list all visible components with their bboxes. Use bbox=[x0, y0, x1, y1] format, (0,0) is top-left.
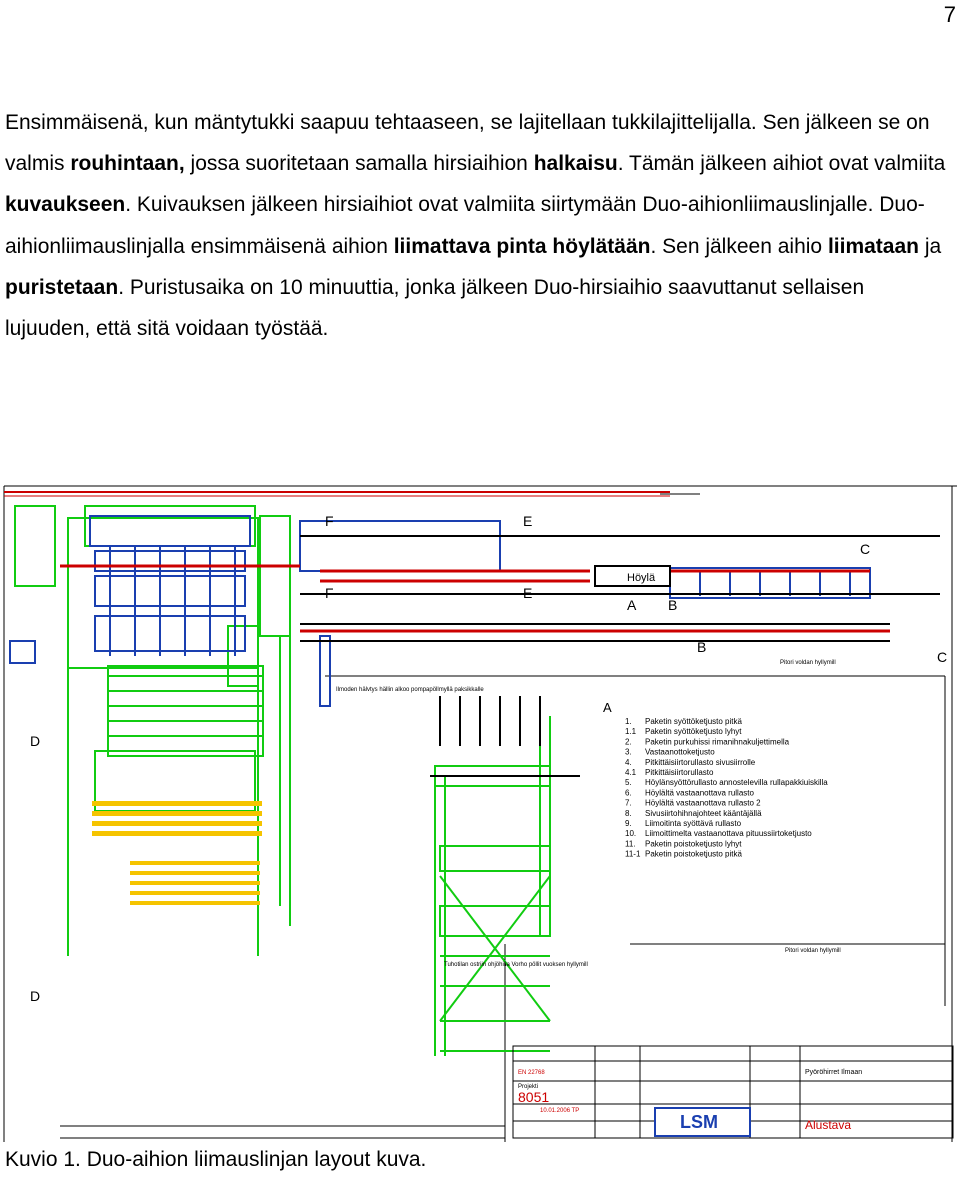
title-block bbox=[60, 1046, 953, 1138]
legend-title: A bbox=[603, 700, 612, 715]
legend-number: 6. bbox=[625, 788, 632, 798]
legend-text: Liimoittimelta vastaanottava pituussiirtoketjusto bbox=[645, 829, 812, 839]
legend-text: Vastaanottoketjusto bbox=[645, 747, 715, 757]
legend-text: Liimoitinta syöttävä rullasto bbox=[645, 819, 742, 828]
legend-text: Paketin poistoketjusto pitkä bbox=[645, 849, 742, 859]
project-label: Projekti bbox=[518, 1084, 539, 1090]
eln-code: EN 22768 bbox=[518, 1070, 545, 1076]
bold-term: rouhintaan, bbox=[70, 152, 185, 176]
legend-number: 9. bbox=[625, 819, 632, 828]
legend-number: 4. bbox=[625, 757, 632, 767]
legend-number: 3. bbox=[625, 747, 632, 757]
section-label-b2: B bbox=[697, 639, 707, 655]
section-label-b: B bbox=[668, 597, 678, 613]
legend-number: 1. bbox=[625, 717, 632, 726]
legend-text: Paketin syöttöketjusto pitkä bbox=[645, 717, 742, 726]
hyllymill-label: Pitori voldan hyllymill bbox=[780, 660, 836, 666]
bold-term: kuvaukseen bbox=[5, 193, 126, 217]
yellow-stacks bbox=[92, 801, 262, 905]
status-text: Alustava bbox=[805, 1118, 852, 1132]
legend-text: Paketin purkuhissi rimanihnakuljettimella bbox=[645, 737, 790, 747]
bold-term: liimattava pinta höylätään bbox=[393, 234, 651, 258]
text-run: jossa suoritetaan samalla hirsiaihion bbox=[184, 152, 534, 176]
legend-number: 11. bbox=[625, 839, 636, 849]
section-label-a: A bbox=[627, 597, 637, 613]
legend-number: 1.1 bbox=[625, 727, 637, 737]
legend-text: Pitkittäisiirtorullasto sivusiirrolle bbox=[645, 757, 756, 767]
section-label-f: F bbox=[325, 513, 334, 529]
legend-text: Paketin syöttöketjusto lyhyt bbox=[645, 727, 742, 737]
section-label-c2: C bbox=[937, 649, 948, 665]
note-text: Ilmoden hälvtys hällin alkoo pompapöllmyllä paksikkalle bbox=[336, 687, 484, 693]
section-label-d: D bbox=[30, 733, 41, 749]
bottom-note: Tuhotilan ostriin ohjöhilla Vorho pöllit vuoksen hyllymill bbox=[444, 962, 588, 968]
legend-number: 4.1 bbox=[625, 768, 637, 777]
legend-number: 10. bbox=[625, 829, 637, 839]
text-run: . Sen jälkeen aihio bbox=[650, 234, 828, 258]
page-number: 7 bbox=[943, 2, 956, 27]
layout-drawing bbox=[0, 476, 960, 1142]
legend-text: Sivusiirtohihnajohteet kääntäjällä bbox=[645, 808, 762, 818]
legend-number: 11-1 bbox=[625, 849, 641, 859]
legend-text: Höylänsyöttörullasto annostelevilla rullapakkiuiskilla bbox=[645, 778, 828, 788]
blue-machinery bbox=[10, 516, 870, 706]
hyllymill-label-2: Pitori voldan hyllymill bbox=[785, 948, 841, 954]
bold-term: halkaisu bbox=[533, 152, 618, 176]
text-run: . Tämän jälkeen aihiot ovat valmiita bbox=[617, 152, 946, 176]
section-label-e2: E bbox=[523, 585, 533, 601]
body-paragraph bbox=[5, 102, 955, 349]
bold-term: liimataan bbox=[827, 234, 919, 258]
legend-text: Höylältä vastaanottava rullasto 2 bbox=[645, 798, 761, 808]
company-logo: LSM bbox=[680, 1112, 718, 1132]
legend-number: 2. bbox=[625, 737, 632, 747]
section-label-c: C bbox=[860, 541, 871, 557]
text-run: Ensimmäisenä, kun mäntytukki saapuu tehtaaseen, se lajitellaan tukkilajittelijalla. Sen jälkeen se on valmis bbox=[5, 111, 930, 176]
section-label-e: E bbox=[523, 513, 533, 529]
bold-term: puristetaan bbox=[5, 275, 119, 299]
legend-number: 7. bbox=[625, 798, 632, 808]
section-label-f2: F bbox=[325, 585, 334, 601]
text-run: . Kuivauksen jälkeen hirsiaihiot ovat valmiita siirtymään Duo-aihionliimauslinjalle. Duo-aihionliimauslinjalla ensimmäisenä aihion bbox=[5, 193, 925, 258]
legend-number: 5. bbox=[625, 778, 632, 788]
figure-caption: Kuvio 1. Duo-aihion liimauslinjan layout kuva. bbox=[5, 1148, 427, 1171]
customer-name: Pyöröhirret Ilmaan bbox=[805, 1069, 863, 1076]
section-label-d2: D bbox=[30, 988, 41, 1004]
project-number: 8051 bbox=[518, 1089, 550, 1105]
hoyla-label: Höylä bbox=[627, 572, 656, 584]
project-date: 10.01.2006 TP bbox=[540, 1108, 580, 1114]
text-run: ja bbox=[918, 234, 942, 258]
legend-number: 8. bbox=[625, 808, 632, 818]
text-run: . Puristusaika on 10 minuuttia, jonka jälkeen Duo-hirsiaihio saavuttanut sellaisen lujuuden, että sitä voidaan työstää. bbox=[5, 275, 865, 341]
legend bbox=[625, 717, 828, 859]
legend-text: Paketin poistoketjusto lyhyt bbox=[645, 839, 742, 849]
legend-text: Pitkittäisiirtorullasto bbox=[645, 768, 714, 777]
legend-text: Höylältä vastaanottava rullasto bbox=[645, 788, 754, 798]
